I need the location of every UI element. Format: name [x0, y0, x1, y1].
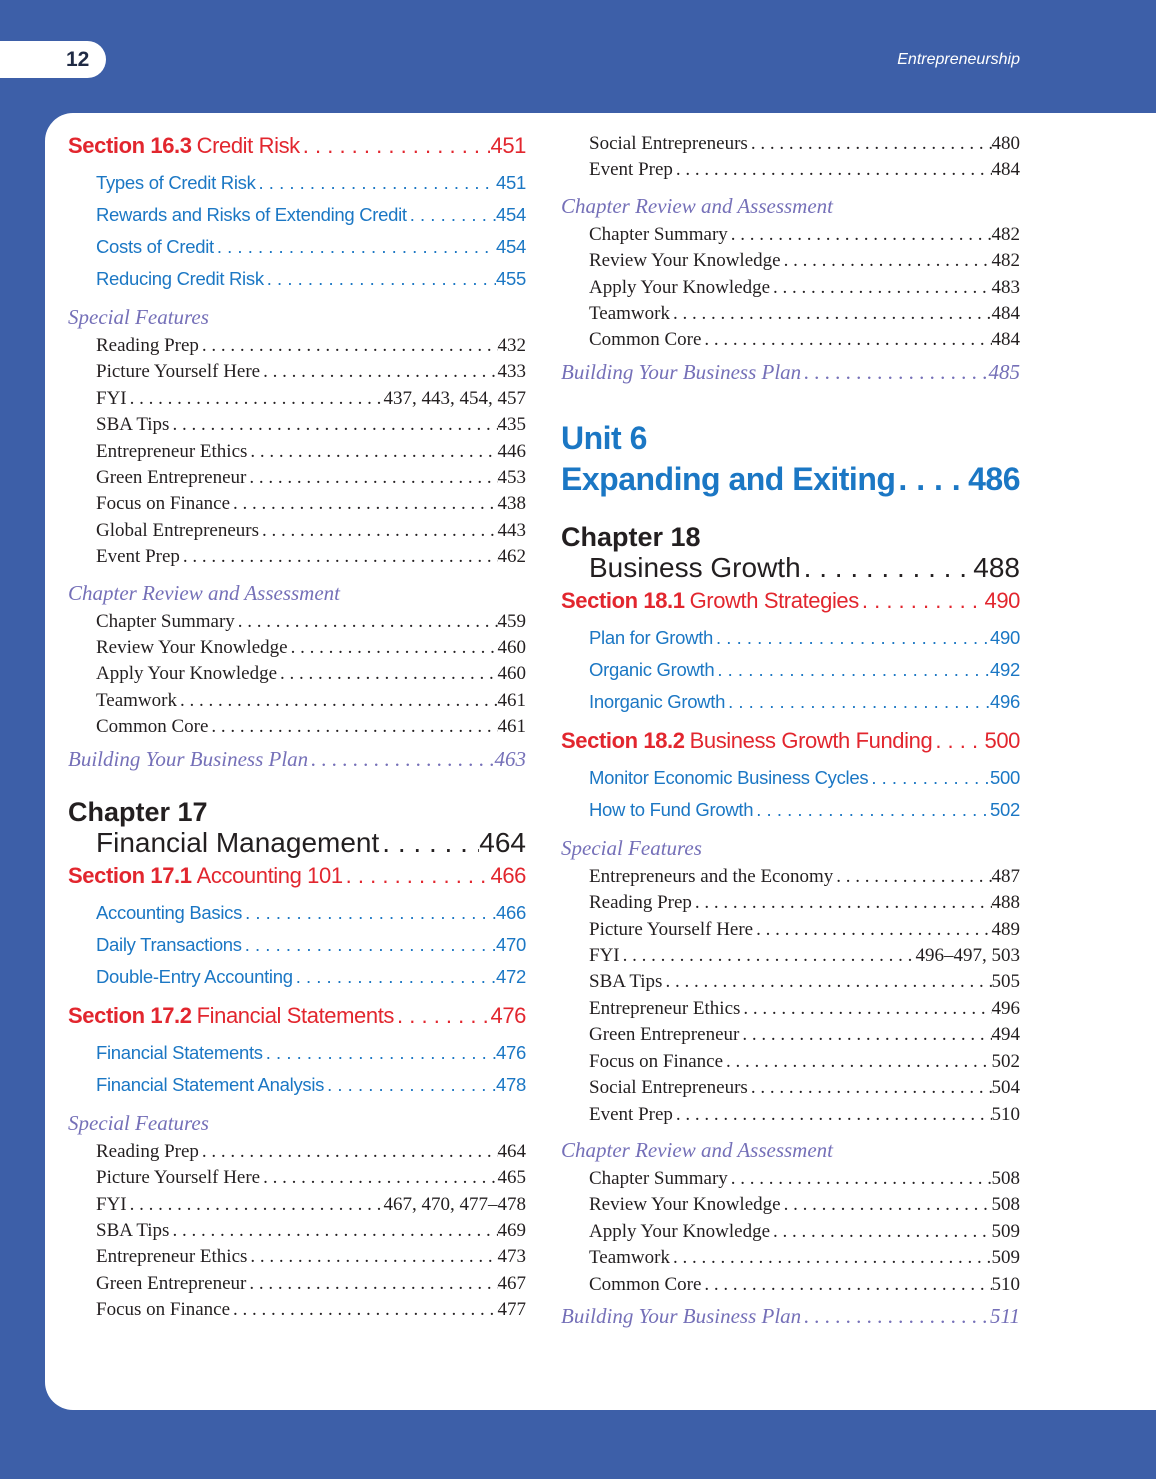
- leader-dots: [247, 439, 497, 465]
- feature-item[interactable]: [561, 131, 1020, 157]
- topic-link[interactable]: [68, 231, 526, 263]
- page-ref: 480: [991, 133, 1020, 154]
- page-ref: 485: [988, 359, 1020, 384]
- entry-label: Entrepreneur Ethics: [589, 997, 741, 1019]
- leader-dots: [753, 794, 990, 826]
- leader-dots: [208, 714, 497, 740]
- feature-item[interactable]: [561, 1022, 1020, 1048]
- page-ref: 460: [497, 637, 526, 659]
- entry-label: Apply Your Knowledge: [96, 663, 278, 685]
- entry-label: Chapter Summary: [589, 223, 728, 245]
- section-number: Section 16.3: [68, 133, 192, 158]
- feature-item[interactable]: [561, 1166, 1020, 1192]
- page-ref: 433: [497, 361, 526, 383]
- business-plan-link[interactable]: [561, 1300, 1020, 1332]
- entry-label: Credit Risk: [196, 133, 300, 158]
- entry-label: Organic Growth: [589, 658, 715, 680]
- topic-link[interactable]: [68, 897, 526, 929]
- leader-dots: [199, 333, 498, 359]
- feature-item[interactable]: [68, 635, 526, 661]
- leader-dots: [394, 1003, 490, 1029]
- page-ref: 488: [991, 892, 1020, 914]
- leader-dots: [662, 969, 991, 995]
- feature-item[interactable]: [68, 544, 526, 570]
- page-ref: 510: [991, 1273, 1020, 1295]
- page-ref: 460: [497, 663, 526, 685]
- entry-label: Building Your Business Plan: [68, 746, 309, 771]
- page-ref: 432: [497, 335, 526, 356]
- page-ref: 492: [990, 658, 1020, 680]
- entry-label: Common Core: [589, 1273, 702, 1295]
- group-heading: Chapter Review and Assessment: [561, 1137, 833, 1162]
- leader-dots: [781, 1192, 992, 1218]
- page-ref: 437, 443, 454, 457: [383, 387, 526, 409]
- feature-item[interactable]: [68, 439, 526, 465]
- topic-link[interactable]: [561, 762, 1020, 794]
- leader-dots: [300, 133, 491, 159]
- leader-dots: [259, 518, 497, 544]
- feature-item[interactable]: [561, 1075, 1020, 1101]
- entry-label: Chapter Summary: [589, 1167, 728, 1189]
- group-heading: Special Features: [561, 835, 702, 860]
- page-ref: 508: [991, 1167, 1020, 1189]
- entry-label: Focus on Finance: [589, 1050, 724, 1072]
- group-heading: Chapter Review and Assessment: [68, 580, 340, 605]
- chapter-title-link[interactable]: [68, 827, 526, 859]
- page-ref: 451: [490, 133, 526, 158]
- leader-dots: [701, 327, 991, 353]
- entry-label: FYI: [96, 1193, 127, 1215]
- entry-label: Entrepreneur Ethics: [96, 440, 248, 462]
- leader-dots: [833, 864, 991, 890]
- entry-label: Apply Your Knowledge: [589, 1220, 771, 1242]
- entry-label: SBA Tips: [96, 1219, 170, 1241]
- leader-dots: [801, 1300, 990, 1332]
- leader-dots: [748, 1075, 992, 1101]
- page-ref: 476: [490, 1002, 526, 1028]
- section-number: Section 18.2: [561, 727, 685, 753]
- entry-label: Teamwork: [589, 1247, 670, 1269]
- entry-label: Inorganic Growth: [589, 690, 726, 712]
- page-ref: 509: [991, 1220, 1020, 1242]
- entry-label: Event Prep: [589, 159, 673, 181]
- entry-label: Common Core: [96, 716, 209, 738]
- leader-dots: [859, 588, 985, 614]
- feature-item[interactable]: [561, 1192, 1020, 1218]
- leader-dots: [753, 917, 991, 943]
- page-ref: 494: [991, 1024, 1020, 1046]
- entry-label: Business Growth Funding: [689, 727, 933, 753]
- page-ref: 454: [496, 236, 526, 257]
- section-sec181-link[interactable]: [561, 588, 1020, 614]
- feature-item[interactable]: [561, 890, 1020, 916]
- feature-item[interactable]: [68, 1271, 526, 1297]
- feature-item[interactable]: [68, 609, 526, 635]
- entry-label: Picture Yourself Here: [96, 1167, 261, 1189]
- feature-item[interactable]: [561, 157, 1020, 183]
- entry-label: Green Entrepreneur: [96, 467, 247, 489]
- entry-label: Green Entrepreneur: [589, 1024, 740, 1046]
- leader-dots: [714, 654, 990, 686]
- page-ref: 438: [497, 493, 526, 515]
- feature-item[interactable]: [561, 222, 1020, 248]
- feature-item[interactable]: [68, 359, 526, 385]
- entry-label: SBA Tips: [589, 971, 663, 993]
- leader-dots: [293, 961, 496, 993]
- entry-label: Monitor Economic Business Cycles: [589, 766, 869, 788]
- entry-label: Social Entrepreneurs: [589, 133, 748, 154]
- section-sec182-link[interactable]: [561, 728, 1020, 754]
- leader-dots: [242, 929, 496, 961]
- entry-label: Reading Prep: [589, 892, 692, 914]
- feature-item[interactable]: [68, 386, 526, 412]
- leader-dots: [343, 863, 491, 889]
- feature-item[interactable]: [561, 996, 1020, 1022]
- leader-dots: [127, 1192, 384, 1218]
- page-ref: 453: [497, 467, 526, 489]
- page-ref: 496: [990, 690, 1020, 712]
- entry-label: Entrepreneur Ethics: [96, 1246, 248, 1268]
- leader-dots: [713, 622, 990, 654]
- feature-item[interactable]: [68, 333, 526, 359]
- section-number: Section 17.2: [68, 1002, 192, 1028]
- entry-label: FYI: [589, 945, 620, 967]
- page-ref: 461: [497, 716, 526, 738]
- page-ref: 502: [991, 1050, 1020, 1072]
- leader-dots: [673, 1102, 992, 1128]
- page-ref: 496: [991, 997, 1020, 1019]
- feature-item[interactable]: [68, 1165, 526, 1191]
- leader-dots: [242, 897, 496, 929]
- business-plan-link[interactable]: [68, 743, 526, 775]
- feature-item[interactable]: [561, 1102, 1020, 1128]
- section-number: Section 18.1: [561, 587, 685, 613]
- entry-label: Social Entrepreneurs: [589, 1077, 748, 1099]
- running-head: Entrepreneurship: [897, 51, 1020, 68]
- page-ref: 500: [984, 727, 1020, 753]
- entry-label: Global Entrepreneurs: [96, 519, 260, 541]
- page-ref: 454: [496, 204, 526, 225]
- leader-dots: [670, 301, 992, 327]
- feature-item[interactable]: [68, 714, 526, 740]
- entry-label: Review Your Knowledge: [96, 637, 288, 659]
- entry-label: Double-Entry Accounting: [96, 965, 293, 987]
- leader-dots: [256, 167, 497, 199]
- page-ref: 508: [991, 1194, 1020, 1216]
- business-plan-link[interactable]: [561, 356, 1020, 388]
- feature-item[interactable]: [561, 1272, 1020, 1298]
- entry-label: Building Your Business Plan: [561, 359, 802, 384]
- page-ref: 500: [990, 766, 1020, 788]
- group-heading: Special Features: [68, 305, 209, 329]
- topic-link[interactable]: [68, 961, 526, 993]
- page-ref: 496–497, 503: [915, 945, 1020, 967]
- entry-label: Daily Transactions: [96, 933, 242, 955]
- entry-label: Teamwork: [96, 689, 177, 711]
- topic-link[interactable]: [68, 199, 526, 231]
- page-ref: 510: [991, 1103, 1020, 1125]
- feature-item[interactable]: [68, 1192, 526, 1218]
- page-ref: 470: [496, 933, 526, 955]
- page-ref: 435: [497, 414, 526, 436]
- entry-label: Accounting 101: [196, 862, 343, 888]
- page-ref: 462: [497, 546, 526, 568]
- section-number: Section 17.1: [68, 862, 192, 888]
- feature-item[interactable]: [68, 661, 526, 687]
- section-sec171-link[interactable]: [68, 863, 526, 889]
- page-ref: 451: [496, 172, 526, 193]
- entry-label: Types of Credit Risk: [96, 172, 256, 193]
- entry-label: Review Your Knowledge: [589, 250, 781, 272]
- leader-dots: [895, 459, 968, 500]
- page-number: 12: [0, 41, 106, 78]
- leader-dots: [246, 465, 497, 491]
- entry-label: Event Prep: [589, 1103, 673, 1125]
- feature-item[interactable]: [561, 969, 1020, 995]
- leader-dots: [728, 222, 992, 248]
- page-ref: 511: [990, 1303, 1020, 1328]
- page-ref: 473: [497, 1246, 526, 1268]
- entry-label: Financial Statements: [196, 1002, 395, 1028]
- leader-dots: [230, 1297, 497, 1323]
- entry-label: Rewards and Risks of Extending Credit: [96, 204, 407, 225]
- entry-label: Financial Statement Analysis: [96, 1073, 325, 1095]
- page-ref: 478: [496, 1073, 526, 1095]
- leader-dots: [260, 1165, 497, 1191]
- leader-dots: [781, 248, 992, 274]
- page-ref: 487: [991, 865, 1020, 887]
- feature-item[interactable]: [68, 1244, 526, 1270]
- group-heading: Special Features: [68, 1110, 209, 1135]
- entry-label: Event Prep: [96, 546, 180, 568]
- leader-dots: [620, 943, 916, 969]
- entry-label: Common Core: [589, 329, 702, 351]
- topic-link[interactable]: [68, 167, 526, 199]
- entry-label: Costs of Credit: [96, 236, 214, 257]
- page-ref: 489: [991, 918, 1020, 940]
- leader-dots: [701, 1272, 991, 1298]
- leader-dots: [770, 1219, 991, 1245]
- leader-dots: [264, 263, 496, 295]
- page-ref: 486: [968, 460, 1020, 497]
- leader-dots: [263, 1037, 496, 1069]
- feature-item[interactable]: [68, 1297, 526, 1323]
- topic-link[interactable]: [561, 794, 1020, 826]
- feature-item[interactable]: [68, 518, 526, 544]
- feature-item[interactable]: [68, 688, 526, 714]
- entry-label: Focus on Finance: [96, 493, 231, 515]
- page-ref: 455: [496, 268, 526, 289]
- leader-dots: [748, 131, 992, 157]
- leader-dots: [260, 359, 497, 385]
- leader-dots: [127, 386, 384, 412]
- leader-dots: [692, 890, 992, 916]
- page-ref: 509: [991, 1247, 1020, 1269]
- page-ref: 490: [984, 587, 1020, 613]
- page-ref: 446: [497, 440, 526, 462]
- entry-label: Review Your Knowledge: [589, 1194, 781, 1216]
- feature-item[interactable]: [561, 248, 1020, 274]
- entry-label: Growth Strategies: [689, 587, 859, 613]
- feature-item[interactable]: [561, 917, 1020, 943]
- page-ref: 464: [479, 826, 526, 858]
- feature-item[interactable]: [561, 864, 1020, 890]
- feature-item[interactable]: [68, 1139, 526, 1165]
- feature-item[interactable]: [561, 327, 1020, 353]
- page-ref: 502: [990, 798, 1020, 820]
- feature-item[interactable]: [561, 943, 1020, 969]
- page-ref: 477: [497, 1299, 526, 1321]
- leader-dots: [214, 231, 496, 263]
- page-ref: 505: [991, 971, 1020, 993]
- entry-label: Plan for Growth: [589, 626, 714, 648]
- page-ref: 484: [991, 303, 1020, 325]
- leader-dots: [199, 1139, 498, 1165]
- page-ref: 484: [991, 159, 1020, 181]
- entry-label: Reducing Credit Risk: [96, 268, 264, 289]
- leader-dots: [308, 743, 494, 775]
- entry-label: Financial Statements: [96, 1041, 263, 1063]
- leader-dots: [379, 827, 479, 859]
- leader-dots: [670, 1245, 992, 1271]
- entry-label: Apply Your Knowledge: [589, 276, 771, 298]
- leader-dots: [407, 199, 496, 231]
- leader-dots: [725, 686, 990, 718]
- leader-dots: [177, 688, 498, 714]
- topic-link[interactable]: [68, 929, 526, 961]
- entry-label: FYI: [96, 387, 127, 409]
- entry-label: Reading Prep: [96, 1140, 199, 1162]
- entry-label: Picture Yourself Here: [96, 361, 261, 383]
- feature-item[interactable]: [68, 465, 526, 491]
- entry-label: Reading Prep: [96, 335, 199, 356]
- page-ref: 484: [991, 329, 1020, 351]
- page-ref: 466: [490, 862, 526, 888]
- feature-item[interactable]: [68, 412, 526, 438]
- leader-dots: [932, 728, 984, 754]
- feature-item[interactable]: [68, 1218, 526, 1244]
- section-sec172-link[interactable]: [68, 1003, 526, 1029]
- section-sec163-link[interactable]: [68, 133, 526, 159]
- leader-dots: [324, 1069, 496, 1101]
- page-ref: 490: [990, 626, 1020, 648]
- feature-item[interactable]: [561, 275, 1020, 301]
- leader-dots: [235, 609, 498, 635]
- page-ref: 483: [991, 276, 1020, 298]
- leader-dots: [169, 1218, 497, 1244]
- leader-dots: [801, 552, 974, 584]
- entry-label: Green Entrepreneur: [96, 1272, 247, 1294]
- page-ref: 469: [497, 1219, 526, 1241]
- entry-label: SBA Tips: [96, 414, 170, 436]
- leader-dots: [740, 996, 991, 1022]
- feature-item[interactable]: [561, 1245, 1020, 1271]
- topic-link[interactable]: [561, 622, 1020, 654]
- unit-label: Unit 6: [561, 419, 647, 456]
- leader-dots: [801, 356, 988, 388]
- feature-item[interactable]: [561, 1219, 1020, 1245]
- leader-dots: [728, 1166, 992, 1192]
- leader-dots: [739, 1022, 991, 1048]
- entry-label: Expanding and Exiting: [561, 460, 896, 497]
- toc-left-column: [68, 133, 526, 1324]
- entry-label: How to Fund Growth: [589, 798, 754, 820]
- entry-label: Financial Management: [96, 826, 380, 858]
- entry-label: Picture Yourself Here: [589, 918, 754, 940]
- entry-label: Focus on Finance: [96, 1299, 231, 1321]
- entry-label: Business Growth: [589, 551, 801, 583]
- leader-dots: [246, 1271, 497, 1297]
- entry-label: Building Your Business Plan: [561, 1303, 802, 1328]
- group-heading: Chapter Review and Assessment: [561, 193, 833, 218]
- topic-link[interactable]: [561, 686, 1020, 718]
- page-ref: 443: [497, 519, 526, 541]
- feature-item[interactable]: [68, 491, 526, 517]
- page-ref: 467: [497, 1272, 526, 1294]
- leader-dots: [288, 635, 498, 661]
- feature-item[interactable]: [561, 1049, 1020, 1075]
- page-ref: 488: [973, 551, 1020, 583]
- page-ref: 461: [497, 689, 526, 711]
- chapter-label: Chapter 18: [561, 521, 701, 552]
- page-ref: 472: [496, 965, 526, 987]
- page-ref: 465: [497, 1167, 526, 1189]
- leader-dots: [180, 544, 498, 570]
- page-ref: 463: [494, 746, 526, 771]
- page-ref: 476: [496, 1041, 526, 1063]
- page-ref: 482: [991, 250, 1020, 272]
- leader-dots: [723, 1049, 991, 1075]
- unit-title-link[interactable]: [561, 459, 1020, 500]
- leader-dots: [868, 762, 990, 794]
- page-ref: 504: [991, 1077, 1020, 1099]
- leader-dots: [247, 1244, 497, 1270]
- page-ref: 482: [991, 223, 1020, 245]
- topic-link[interactable]: [68, 1069, 526, 1101]
- feature-item[interactable]: [561, 301, 1020, 327]
- chapter-label: Chapter 17: [68, 796, 208, 827]
- topic-link[interactable]: [68, 1037, 526, 1069]
- page-ref: 466: [496, 901, 526, 923]
- chapter-title-link[interactable]: [561, 552, 1020, 584]
- page-ref: 459: [497, 610, 526, 632]
- page-ref: 464: [497, 1140, 526, 1162]
- leader-dots: [230, 491, 497, 517]
- leader-dots: [277, 661, 497, 687]
- entry-label: Entrepreneurs and the Economy: [589, 865, 834, 887]
- topic-link[interactable]: [561, 654, 1020, 686]
- entry-label: Chapter Summary: [96, 610, 235, 632]
- topic-link[interactable]: [68, 263, 526, 295]
- leader-dots: [673, 157, 992, 183]
- page-ref: 467, 470, 477–478: [383, 1193, 526, 1215]
- entry-label: Accounting Basics: [96, 901, 243, 923]
- toc-right-column: [561, 131, 1020, 1332]
- entry-label: Teamwork: [589, 303, 670, 325]
- toc-sheet: [45, 113, 1156, 1410]
- leader-dots: [770, 275, 991, 301]
- leader-dots: [169, 412, 497, 438]
